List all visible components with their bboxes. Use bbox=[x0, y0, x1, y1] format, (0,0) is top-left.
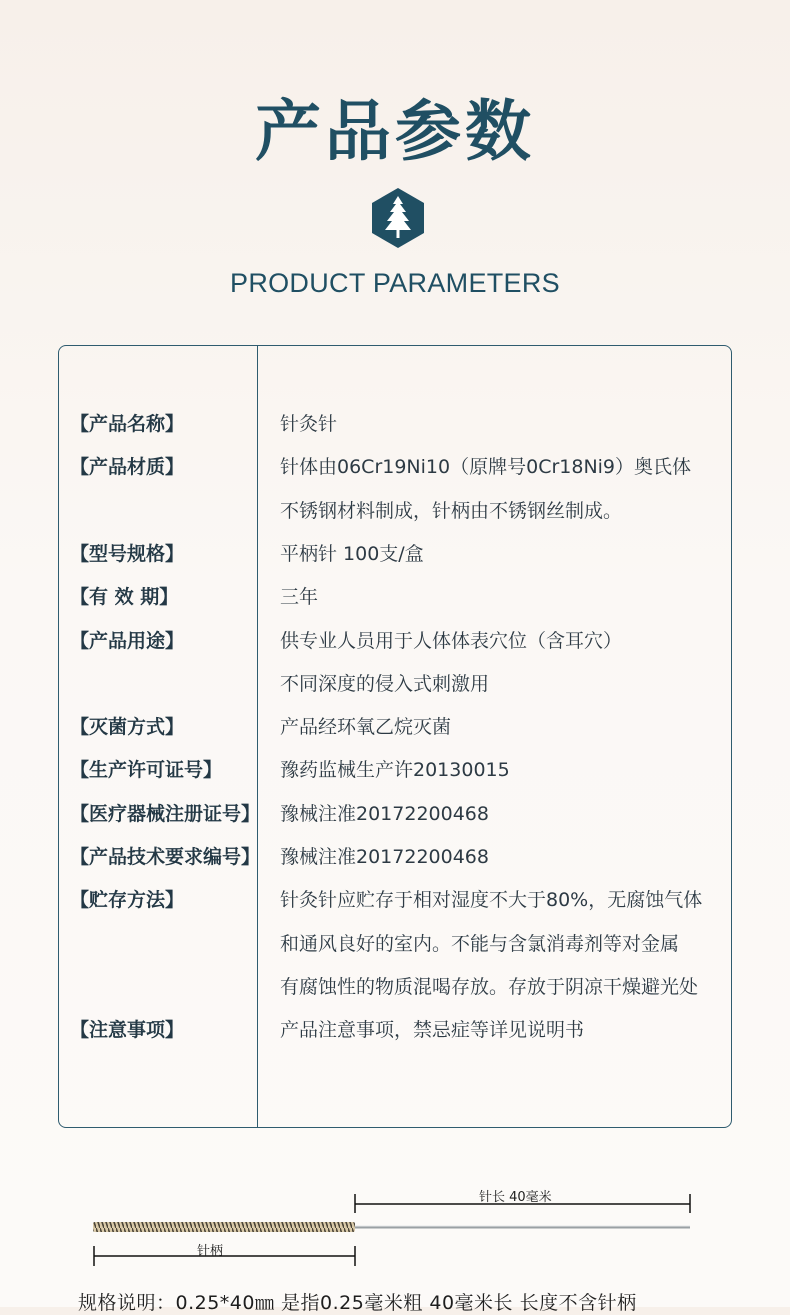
table-divider bbox=[257, 346, 258, 1127]
param-value bbox=[280, 879, 730, 1009]
param-value bbox=[280, 749, 730, 792]
needle-handle bbox=[93, 1222, 355, 1232]
handle-label: 针柄 bbox=[197, 1244, 224, 1259]
param-value-line: 针灸针 bbox=[280, 413, 338, 435]
param-value bbox=[280, 576, 730, 619]
spec-note: 规格说明：0.25*40㎜ 是指0.25毫米粗 40毫米长 长度不含针柄 bbox=[78, 1292, 637, 1314]
param-value-line: 不同深度的侵入式刺激用 bbox=[280, 672, 490, 695]
param-label: 【贮存方法】 bbox=[70, 889, 185, 912]
param-label: 【注意事项】 bbox=[70, 1019, 185, 1042]
param-value-line: 豫械注准20172200468 bbox=[280, 802, 489, 825]
param-value-line: 豫械注准20172200468 bbox=[280, 846, 489, 868]
param-value bbox=[280, 836, 730, 879]
param-value-line: 产品经环氧乙烷灭菌 bbox=[280, 716, 452, 739]
param-label: 【产品用途】 bbox=[70, 629, 185, 652]
param-value bbox=[280, 403, 730, 446]
page-subtitle: PRODUCT PARAMETERS bbox=[230, 268, 560, 298]
param-value bbox=[280, 533, 730, 576]
param-label: 【产品技术要求编号】 bbox=[70, 846, 261, 868]
needle-length-label: 针长 40毫米 bbox=[479, 1190, 552, 1205]
param-value bbox=[280, 706, 730, 749]
param-value-line: 针灸针应贮存于相对湿度不大于80%，无腐蚀气体 bbox=[280, 889, 703, 912]
param-value-line: 供专业人员用于人体体表穴位（含耳穴） bbox=[280, 629, 623, 652]
param-value-line: 豫药监械生产许20130015 bbox=[280, 759, 510, 782]
page-title: 产品参数 bbox=[255, 93, 535, 170]
param-value-line: 三年 bbox=[280, 586, 319, 609]
param-label: 【灭菌方式】 bbox=[70, 716, 185, 739]
param-label: 【产品名称】 bbox=[70, 413, 185, 435]
param-value-line: 针体由06Cr19Ni10（原牌号0Cr18Ni9）奥氏体 bbox=[280, 456, 692, 479]
param-value-line: 产品注意事项，禁忌症等详见说明书 bbox=[280, 1019, 585, 1042]
param-label: 【有 效 期】 bbox=[70, 586, 179, 609]
needle-diagram bbox=[0, 1180, 790, 1280]
pine-tree-icon bbox=[370, 187, 426, 249]
param-value-line: 不锈钢材料制成，针柄由不锈钢丝制成。 bbox=[280, 499, 623, 522]
param-value bbox=[280, 1009, 730, 1052]
param-label: 【医疗器械注册证号】 bbox=[70, 802, 261, 825]
param-label: 【产品材质】 bbox=[70, 456, 185, 479]
param-value bbox=[280, 446, 730, 533]
param-value-line: 和通风良好的室内。不能与含氯消毒剂等对金属 bbox=[280, 932, 680, 955]
param-label: 【型号规格】 bbox=[70, 542, 185, 565]
param-value-line: 平柄针 100支/盒 bbox=[280, 542, 424, 565]
param-value bbox=[280, 793, 730, 836]
param-label: 【生产许可证号】 bbox=[70, 759, 223, 782]
param-value bbox=[280, 620, 730, 707]
param-value-line: 有腐蚀性的物质混喝存放。存放于阴凉干燥避光处 bbox=[280, 975, 699, 998]
